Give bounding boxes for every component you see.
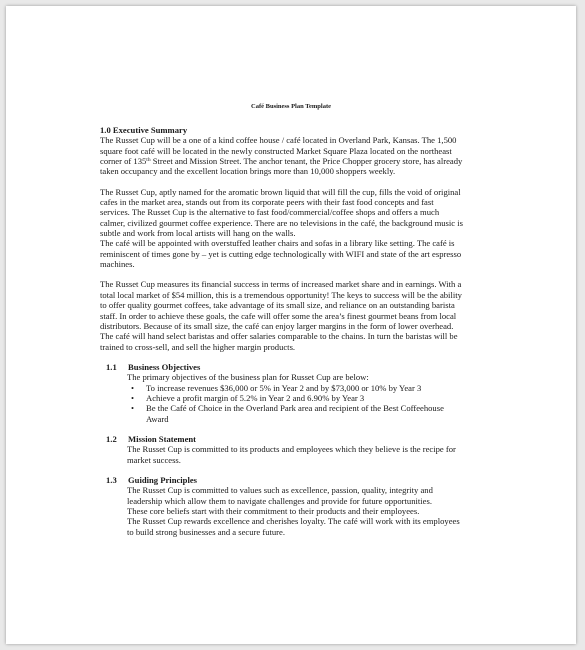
- paragraph: The primary objectives of the business plan for Russet Cup are below:: [127, 372, 369, 383]
- subsection-heading: Mission Statement: [128, 433, 197, 444]
- objectives-list: [127, 383, 465, 424]
- section-heading-executive-summary: 1.0 Executive Summary: [100, 125, 188, 135]
- paragraph-text: Street and Mission Street. The anchor tenant, the Price Chopper grocery store, has already taken occupancy and the excellent location brings more than 10,000 shoppers weekly.: [100, 156, 463, 177]
- paragraph: The Russet Cup measures its financial success in terms of increased market share and in earnings. With a total local market of $54 million, this is a tremendous opportunity! The keys to success will be the ability to offer quality gourmet coffees, take advantage of its small size, and reliance on an outstanding barista staff. In order to achieve these goals, the cafe will offer some the area’s finest gourmet beans from local distributors. Because of its small size, the café can enjoy larger margins in the form of lower overhead. The café will hand select baristas and offer salaries comparable to the chains. In turn the baristas will be trained to cross-sell, and sell the higher margin products.: [100, 279, 462, 352]
- list-item: • Achieve a profit margin of 5.2% in Year 2 and 6.90% by Year 3: [127, 393, 465, 403]
- document-page: [6, 6, 576, 644]
- paragraph: The Russet Cup, aptly named for the aromatic brown liquid that will fill the cup, fills the void of original cafes in the market area, stands out from its corporate peers with their fast food concepts and fast services. The Russet Cup is the alternative to fast food/commercial/coffee shops and offers a much calmer, civilized gourmet coffee experience. There are no televisions in the café, the background music is subtle and work from local artists will hang on the walls.: [100, 186, 463, 239]
- subsection-guiding-principles: [100, 475, 465, 537]
- subsection-number: 1.2: [106, 433, 117, 444]
- document-title: Café Business Plan Template: [251, 103, 331, 110]
- list-item: • Be the Café of Choice in the Overland Park area and recipient of the Best Coffeehouse Award: [127, 403, 465, 424]
- paragraph: The Russet Cup is committed to its products and employees which they believe is the recipe for market success.: [127, 444, 456, 465]
- subsection-heading: Business Objectives: [128, 361, 201, 372]
- paragraph: These core beliefs start with their commitment to their products and their employees.: [127, 506, 420, 516]
- document-body: [100, 125, 465, 537]
- subsection-heading: Guiding Principles: [128, 474, 198, 485]
- subsection-number: 1.3: [106, 474, 117, 485]
- paragraph: The Russet Cup rewards excellence and cherishes loyalty. The café will work with its employees to build strong businesses and a secure future.: [127, 516, 460, 537]
- subsection-number: 1.1: [106, 361, 117, 372]
- subsection-mission-statement: [100, 434, 465, 465]
- paragraph: The café will be appointed with overstuffed leather chairs and sofas in a library like setting. The café is reminiscent of times gone by – yet is cutting edge technologically with WIFI and state of the art espresso machines.: [100, 238, 462, 270]
- paragraph-text: The Russet Cup will be a one of a kind coffee house / café located in Overland Park, Kansas. The 1,500 square foot café will be located in the newly constructed Market Square Plaza located on the northeast corner of 135: [100, 135, 457, 167]
- subsection-business-objectives: [100, 362, 465, 424]
- paragraph: [100, 135, 465, 176]
- ordinal-suffix: th: [146, 157, 151, 164]
- list-item: • To increase revenues $36,000 or 5% in Year 2 and by $73,000 or 10% by Year 3: [127, 383, 465, 393]
- paragraph: The Russet Cup is committed to values such as excellence, passion, quality, integrity and leadership which allow them to navigate challenges and provide for future opportunities.: [127, 485, 433, 506]
